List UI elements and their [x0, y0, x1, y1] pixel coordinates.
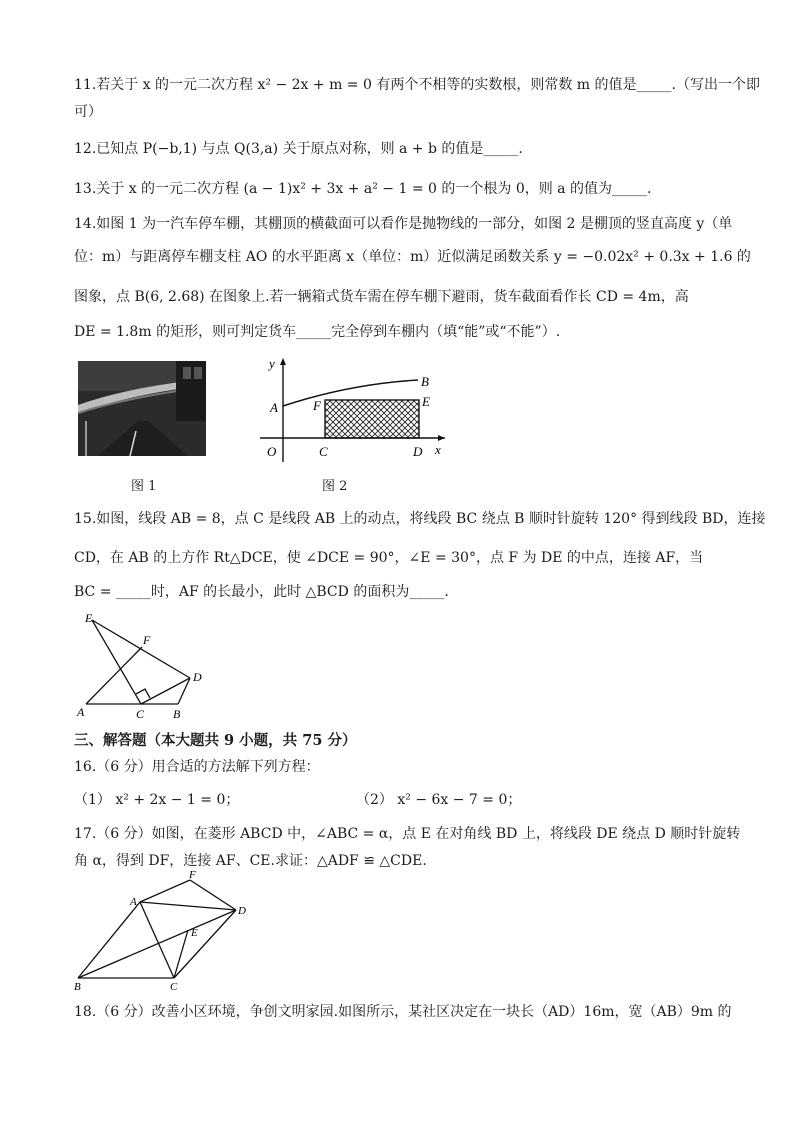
right-angle-mark: [136, 689, 150, 698]
label-D: D: [413, 444, 423, 459]
segment-ED: [92, 620, 190, 678]
label-E: E: [85, 611, 93, 625]
label-x: x: [435, 442, 441, 457]
q16-intro: 16.（6 分）用合适的方法解下列方程：: [74, 759, 320, 775]
label-y: y: [269, 356, 275, 371]
label-A: A: [130, 896, 137, 908]
segment-CE: [92, 620, 141, 704]
label-F: F: [313, 398, 321, 413]
q15-figure: [72, 608, 222, 723]
q17-line2: 角 α，得到 DF，连接 AF、CE.求证：△ADF ≌ △CDE.: [74, 853, 427, 869]
q16-part1: （1） x² + 2x − 1 = 0；: [74, 792, 240, 808]
label-C: C: [170, 981, 178, 993]
label-B: B: [421, 374, 429, 389]
figure1-photo: [78, 361, 206, 456]
label-E: E: [422, 394, 430, 409]
label-B: B: [173, 707, 181, 721]
label-A: A: [77, 705, 85, 719]
segment-AD: [140, 902, 236, 910]
label-F: F: [143, 633, 151, 647]
segment-AF: [140, 880, 190, 902]
q15-line1: 15.如图，线段 AB = 8，点 C 是线段 AB 上的动点，将线段 BC 绕点 B 顺时针旋转 120° 得到线段 BD，连接: [74, 511, 766, 527]
label-D: D: [193, 670, 202, 684]
label-C: C: [319, 444, 328, 459]
label-A: A: [270, 400, 278, 415]
figure2-graph: [255, 350, 455, 465]
label-O: O: [267, 444, 277, 459]
q11-line2: 可）: [74, 104, 102, 120]
segment-CD: [141, 678, 190, 704]
q14-line1: 14.如图 1 为一汽车停车棚，其棚顶的横截面可以看作是抛物线的一部分，如图 2 是棚顶的竖直高度 y（单: [74, 216, 733, 232]
label-E: E: [191, 927, 198, 939]
q18-line1: 18.（6 分）改善小区环境，争创文明家园.如图所示，某社区决定在一块长（AD）16m，宽（AB）9m 的: [74, 1004, 732, 1020]
figure1-caption: 图 1: [131, 479, 157, 494]
q14-line3: 图象，点 B(6, 2.68) 在图象上.若一辆箱式货车需在停车棚下避雨，货车截面看作长 CD = 4m，高: [74, 289, 689, 305]
label-F: F: [189, 869, 196, 881]
q15-line3: BC = _____时，AF 的长最小，此时 △BCD 的面积为_____.: [74, 584, 449, 600]
q14-line4: DE = 1.8m 的矩形，则可判定货车_____完全停到车棚内（填“能”或“不能”）.: [74, 324, 561, 340]
segment-AB: [78, 902, 140, 978]
truck-rectangle: [325, 400, 419, 438]
q13-text: 13.关于 x 的一元二次方程 (a − 1)x² + 3x + a² − 1 = 0 的一个根为 0，则 a 的值为_____.: [74, 181, 652, 197]
label-C: C: [136, 707, 145, 721]
diagonal-BD: [78, 910, 236, 978]
label-D: D: [238, 905, 246, 917]
label-B: B: [74, 981, 81, 993]
car-shed-photo-image: [78, 361, 206, 456]
segment-AC: [140, 902, 174, 978]
q11-line1: 11.若关于 x 的一元二次方程 x² − 2x + m = 0 有两个不相等的实数根，则常数 m 的值是_____.（写出一个即: [74, 77, 760, 93]
q15-line2: CD，在 AB 的上方作 Rt△DCE，使 ∠DCE = 90°，∠E = 30°，点 F 为 DE 的中点，连接 AF，当: [74, 550, 704, 566]
q12-text: 12.已知点 P(−b,1) 与点 Q(3,a) 关于原点对称，则 a + b 的值是_____.: [74, 141, 523, 157]
q17-line1: 17.（6 分）如图，在菱形 ABCD 中，∠ABC = α，点 E 在对角线 BD 上，将线段 DE 绕点 D 顺时针旋转: [74, 826, 741, 842]
q17-figure: [70, 868, 260, 993]
segment-AF: [86, 647, 142, 704]
segment-FD: [190, 880, 236, 910]
q16-part2: （2） x² − 6x − 7 = 0；: [356, 792, 522, 808]
figure2-caption: 图 2: [322, 479, 348, 494]
section3-heading: 三、解答题（本大题共 9 小题，共 75 分）: [74, 732, 357, 749]
q14-line2: 位：m）与距离停车棚支柱 AO 的水平距离 x（单位：m）近似满足函数关系 y = −0.02x² + 0.3x + 1.6 的: [74, 249, 751, 265]
